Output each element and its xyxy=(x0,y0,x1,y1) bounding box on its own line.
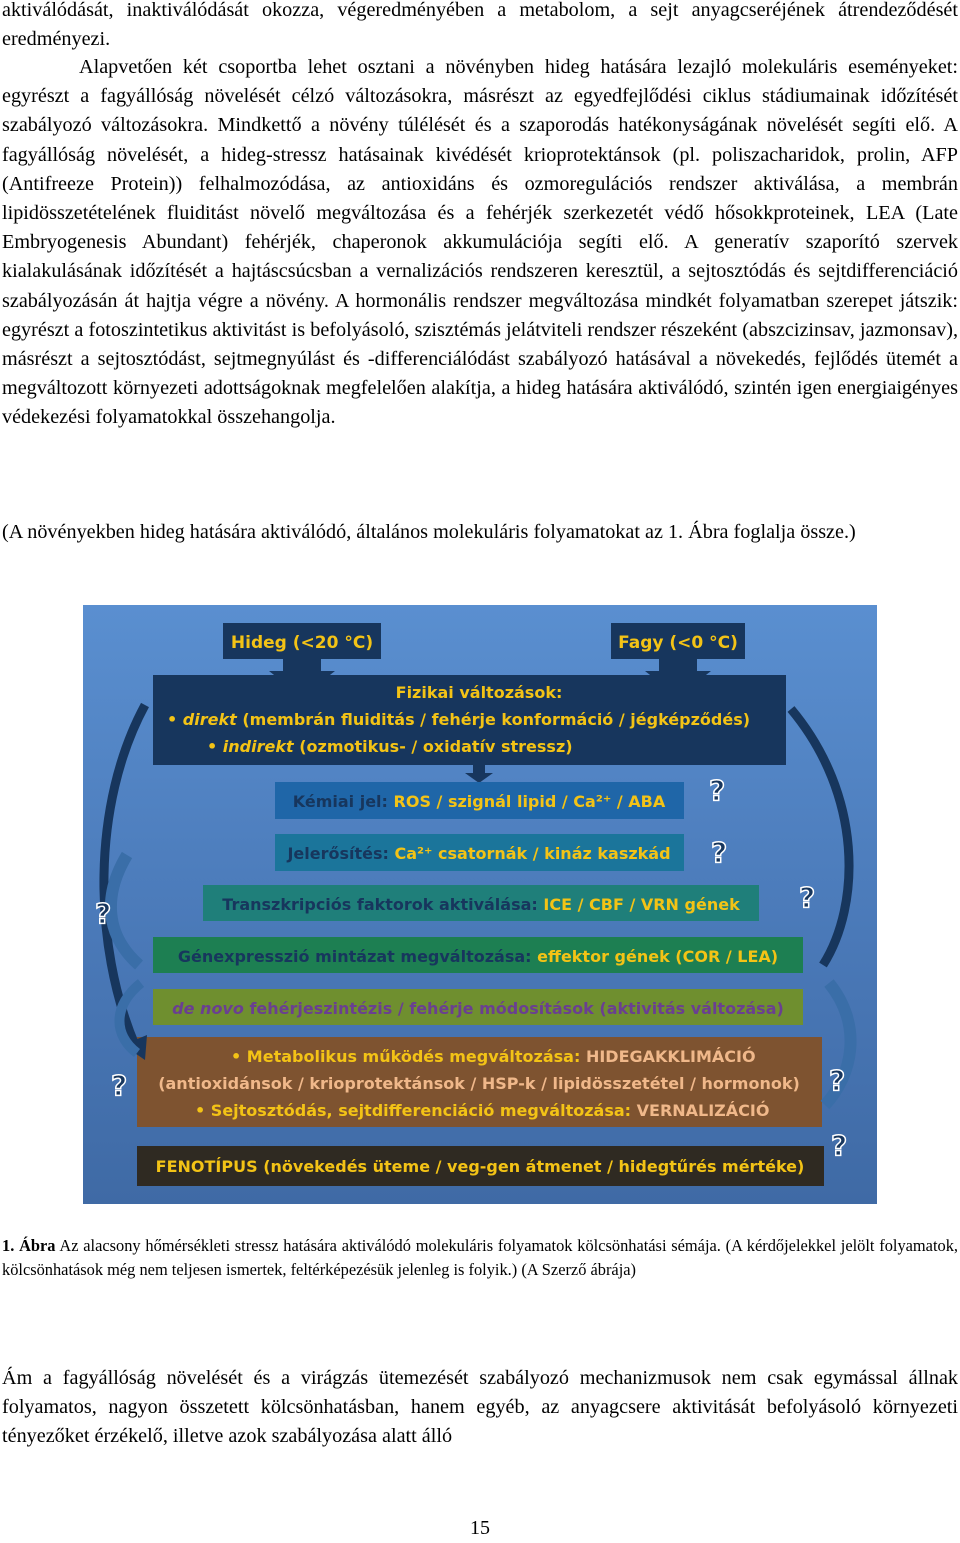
fenotipus-rest: (növekedés üteme / veg-gen átmenet / hidegtűrés mértéke) xyxy=(263,1157,805,1176)
fizikai-indirekt-line: • indirekt (ozmotikus- / oxidatív stressz) xyxy=(207,737,573,756)
figure-cold-stress-scheme xyxy=(83,605,877,1204)
metab-key: Metabolikus működés megváltozása: xyxy=(246,1047,581,1066)
genexp-rest: effektor gének (COR / LEA) xyxy=(537,947,779,966)
fenotipus-line xyxy=(156,1157,805,1176)
metab-rest: HIDEGAKKLIMÁCIÓ xyxy=(585,1047,756,1066)
genexp-line xyxy=(178,947,778,966)
figure-caption xyxy=(2,1234,958,1282)
question-mark: ? xyxy=(111,1069,128,1102)
jelerosites-key: Jelerősítés: xyxy=(287,844,389,863)
kemiai-rest: ROS / szignál lipid / Ca²⁺ / ABA xyxy=(393,792,666,811)
denovo-line xyxy=(172,999,784,1018)
paragraph-intro: aktiválódását, inaktiválódását okozza, végeredményében a metabolom, a sejt anyagcseréjének átrendeződését eredményezi. xyxy=(2,0,958,51)
question-mark: ? xyxy=(799,881,816,914)
denovo-key: de novo xyxy=(172,999,244,1018)
fizikai-direkt-rest: (membrán fluiditás / fehérje konformáció / jégképződés) xyxy=(242,710,751,729)
hideg-label: Hideg (<20 °C) xyxy=(230,633,374,653)
question-mark: ? xyxy=(709,774,726,807)
paragraph-main: Alapvetően két csoportba lehet osztani a növényben hideg hatására lezajló molekuláris eseményeket: egyrészt a fagyállóság növelését célzó változásokra, másrészt az egyedfejlődési ciklus stádiumainak időzítését szabályozó változásokra. Mindkettő a növény túlélését és a szaporodás hatékonyságának növelését segíti elő. A fagyállóság növelését, a hideg-stressz hatásainak kivédését krioprotektánsok (pl. poliszacharidok, prolin, AFP (Antifreeze Protein)) felhalmozódása, az antioxidáns és ozmoregulációs rendszer aktiválása, a membrán lipidösszetételének fluiditást növelő megváltozása és a fehérjék szerkezetét védő hősokkproteinek, LEA (Late Embryogenesis Abundant) fehérjék, chaperonok akkumulációja segíti elő. A generatív szaporító szervek kialakulásának időzítését a hajtáscsúcsban a vernalizációs rendszeren keresztül, a sejtosztódás és sejtdifferenciáció szabályozásán át hajtja végre a növény. A hormonális rendszer megváltozása mindkét folyamatban szerepet játszik: egyrészt a fotoszintetikus aktivitást is befolyásoló, szisztémás jelátviteli rendszer részeként (abszcizinsav, jazmonsav), másrészt a sejtosztódást, sejtmegnyúlást és -differenciálódást szabályozó hatásával a növekedés, fejlődés ütemét a megváltozott környezeti adottságoknak megfelelően alakítja, a hideg hatására aktiválódó, szintén igen energiaigényes védekezési folyamatokkal összehangolja. xyxy=(2,56,958,429)
caption-lead: 1. Ábra xyxy=(2,1236,56,1255)
fizikai-indirekt-rest: (ozmotikus- / oxidatív stressz) xyxy=(299,737,573,756)
sejt-key: Sejtosztódás, sejtdifferenciáció megváltozása: xyxy=(210,1101,632,1120)
transz-key: Transzkripciós faktorok aktiválása: xyxy=(222,895,538,914)
transz-rest: ICE / CBF / VRN gének xyxy=(543,895,740,914)
denovo-rest: fehérjeszintézis / fehérje módosítások (aktivitás változása) xyxy=(249,999,784,1018)
metab-line-1: • Metabolikus működés megváltozása: HIDEGAKKLIMÁCIÓ xyxy=(231,1047,756,1066)
fizikai-direkt-key: direkt xyxy=(182,710,237,729)
question-mark: ? xyxy=(95,897,112,930)
transz-line xyxy=(222,895,740,914)
sejt-line: • Sejtosztódás, sejtdifferenciáció megváltozása: VERNALIZÁCIÓ xyxy=(195,1101,770,1120)
genexp-key: Génexpresszió mintázat megváltozása: xyxy=(177,947,532,966)
fagy-label: Fagy (<0 °C) xyxy=(618,633,738,653)
question-mark: ? xyxy=(831,1129,848,1162)
fizikai-direkt-line: • direkt (membrán fluiditás / fehérje konformáció / jégképződés) xyxy=(167,710,751,729)
fenotipus-key: FENOTÍPUS xyxy=(155,1157,258,1176)
jelerosites-line xyxy=(286,844,670,863)
fizikai-indirekt-key: indirekt xyxy=(222,737,294,756)
fizikai-title: Fizikai változások: xyxy=(395,683,563,702)
jelerosites-rest: Ca²⁺ csatornák / kináz kaszkád xyxy=(394,844,671,863)
metab-line-2: (antioxidánsok / krioprotektánsok / HSP-k / lipidösszetétel / hormonok) xyxy=(158,1074,800,1093)
page-number: 15 xyxy=(470,1517,490,1539)
kemiai-key: Kémiai jel: xyxy=(292,792,388,811)
caption-text: Az alacsony hőmérsékleti stressz hatására aktiválódó molekuláris folyamatok kölcsönhatási sémája. (A kérdőjelekkel jelölt folyamatok, kölcsönhatások még nem teljesen ismertek, feltérképezésük jelenleg is folyik.) (A Szerző ábrája) xyxy=(2,1236,958,1279)
sejt-rest: VERNALIZÁCIÓ xyxy=(636,1101,770,1120)
scheme-diagram xyxy=(83,605,877,1204)
question-mark: ? xyxy=(829,1064,846,1097)
paragraph-continuation: Ám a fagyállóság növelését és a virágzás ütemezését szabályozó mechanizmusok nem csak egymással állnak folyamatos, nagyon összetett kölcsönhatásban, hanem egyéb, az anyagcsere aktivitását befolyásoló környezeti tényezőket érzékelő, illetve azok szabályozása alatt álló xyxy=(2,1367,958,1448)
kemiai-line xyxy=(293,792,666,811)
question-mark: ? xyxy=(711,836,728,869)
paragraph-figure-reference: (A növényekben hideg hatására aktiválódó, általános molekuláris folyamatokat az 1. Ábra foglalja össze.) xyxy=(2,521,856,543)
